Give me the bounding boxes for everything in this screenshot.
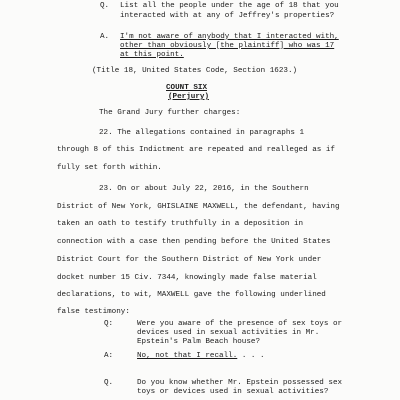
paragraph-23-line: taken an oath to testify truthfully in a deposition in <box>57 220 304 228</box>
question-label: Q: <box>104 320 114 328</box>
paragraph-23-line: District of New York, GHISLAINE MAXWELL, the defendant, having <box>57 203 340 211</box>
question-text-line: Epstein's Palm Beach house? <box>137 338 261 346</box>
question-label: Q. <box>104 379 114 387</box>
paragraph-23-line: docket number 15 Civ. 7344, knowingly made false material <box>57 274 317 282</box>
answer-label: A: <box>104 352 114 360</box>
question-text-line: List all the people under the age of 18 that you <box>120 2 339 10</box>
count-subheading: (Perjury) <box>168 93 210 101</box>
statute-citation: (Title 18, United States Code, Section 1623.) <box>92 67 298 75</box>
question-text-line: Were you aware of the presence of sex toys or <box>137 320 343 328</box>
question-text-line: interacted with at any of Jeffrey's properties? <box>120 12 335 20</box>
answer-text-line <box>137 352 265 360</box>
answer-ellipsis: . . . <box>237 352 265 360</box>
paragraph-23-line: connection with a case then pending before the United States <box>57 238 331 246</box>
answer-text-line: at this point. <box>120 51 184 59</box>
answer-underlined-text: No, not that I recall. <box>137 352 238 360</box>
question-label: Q. <box>100 2 110 10</box>
paragraph-22-line: 22. The allegations contained in paragraphs 1 <box>99 129 305 137</box>
answer-text-line: I'm not aware of anybody that I interacted with, <box>120 33 339 41</box>
answer-label: A. <box>100 33 110 41</box>
question-text-line: toys or devices used in sexual activities? <box>137 388 329 396</box>
paragraph-23-line: 23. On or about July 22, 2016, in the Southern <box>99 185 309 193</box>
count-heading: COUNT SIX <box>166 84 208 92</box>
paragraph-23-line: declarations, to wit, MAXWELL gave the following underlined <box>57 291 326 299</box>
paragraph-22-line: through 8 of this Indictment are repeated and realleged as if <box>57 146 335 154</box>
paragraph-23-line: false testimony: <box>57 308 130 316</box>
answer-text-line: other than obviously [the plaintiff] who was 17 <box>120 42 335 50</box>
question-text-line: Do you know whether Mr. Epstein possessed sex <box>137 379 343 387</box>
paragraph-22-line: fully set forth within. <box>57 164 162 172</box>
paragraph-23-line: District Court for the Southern District of New York under <box>57 256 322 264</box>
grand-jury-charges: The Grand Jury further charges: <box>99 109 241 117</box>
question-text-line: devices used in sexual activities in Mr. <box>137 329 320 337</box>
